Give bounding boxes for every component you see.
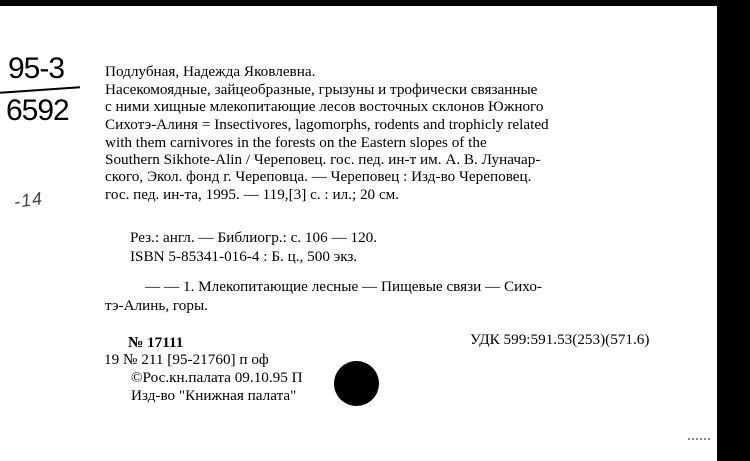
description-line-4: with them carnivores in the forests on the Eastern slopes of the (105, 134, 487, 151)
scan-speckle (688, 438, 710, 444)
scan-border-top (0, 0, 750, 6)
handwritten-note: -14 (12, 188, 45, 212)
isbn-line: ISBN 5-85341-016-4 : Б. ц., 500 экз. (130, 248, 358, 265)
summary-note: Рез.: англ. — Библиогр.: с. 106 — 120. (130, 229, 378, 246)
author-heading: Подлубная, Надежда Яковлевна. (105, 63, 316, 80)
scan-border-right (717, 0, 750, 461)
shelfmark-bottom: 6592 (6, 94, 69, 127)
description-line-7: гос. пед. ин-та, 1995. — 119,[3] с. : ил.; 20 см. (105, 186, 400, 203)
description-line-2: с ними хищные млекопитающие лесов восточных склонов Южного (105, 98, 544, 115)
registration-line: 19 № 211 [95-21760] п оф (104, 351, 269, 368)
publisher-line: Изд-во "Книжная палата" (131, 387, 297, 404)
card-number: № 17111 (128, 334, 184, 351)
subject-heading-line-1: — — 1. Млекопитающие лесные — Пищевые связи — Сихо- (145, 278, 542, 295)
shelfmark-divider (0, 86, 80, 94)
description-line-6: ского, Экол. фонд г. Череповца. — Череповец : Изд-во Череповец. (105, 168, 532, 185)
shelfmark-top: 95-3 (8, 52, 65, 85)
hole-punch (334, 361, 379, 406)
shelfmark (0, 52, 82, 132)
copyright-line: ©Рос.кн.палата 09.10.95 П (131, 369, 303, 386)
description-line-3: Сихотэ-Алиня = Insectivores, lagomorphs, rodents and trophicly related (105, 116, 549, 133)
description-line-5: Southern Sikhote-Alin / Череповец. гос. пед. ин-т им. А. В. Луначар- (105, 151, 541, 168)
description-line-1: Насекомоядные, зайцеобразные, грызуны и трофически связанные (105, 81, 538, 98)
udk-classification: УДК 599:591.53(253)(571.6) (470, 331, 650, 348)
subject-heading-line-2: тэ-Алинь, горы. (105, 297, 208, 314)
